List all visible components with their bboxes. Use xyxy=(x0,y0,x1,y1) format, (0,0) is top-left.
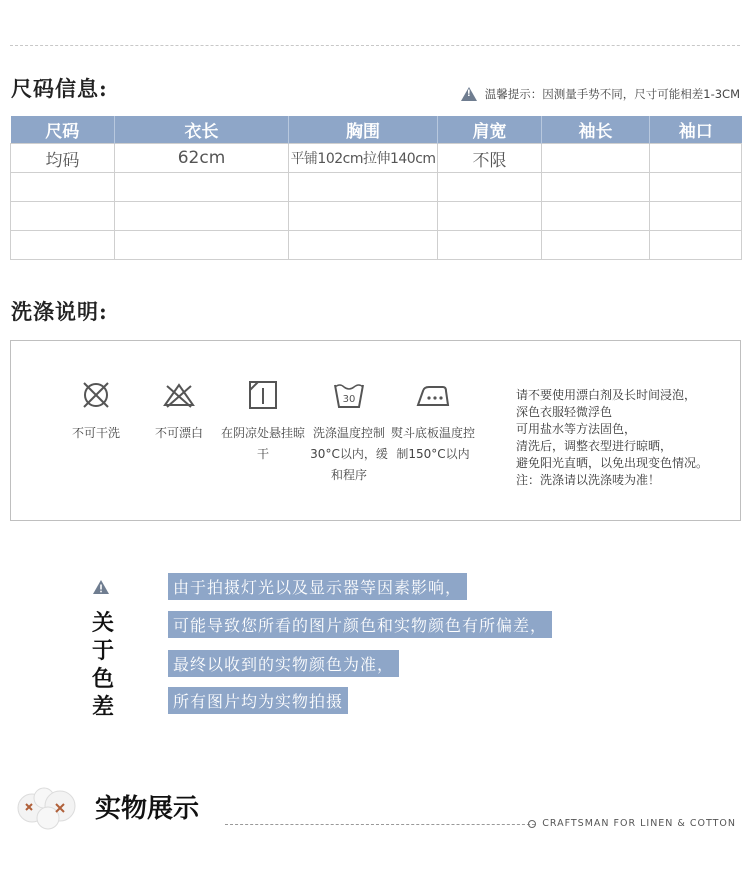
table-cell xyxy=(115,202,289,231)
table-cell xyxy=(650,173,742,202)
show-section-title: 实物展示 xyxy=(95,794,200,824)
table-cell: 62cm xyxy=(115,144,289,173)
table-cell xyxy=(11,231,115,260)
table-cell xyxy=(438,202,542,231)
table-cell xyxy=(542,144,650,173)
wash-instructions-box xyxy=(10,340,741,521)
brand-tagline xyxy=(528,818,736,829)
wash-section-title: 洗涤说明: xyxy=(11,299,108,324)
wash-label: 洗涤温度控制30°C以内，缓和程序 xyxy=(310,426,388,482)
brand-tagline-text: CRAFTSMAN FOR LINEN & COTTON xyxy=(542,818,736,829)
wash-note-line: 清洗后，调整衣型进行晾晒， xyxy=(516,439,673,453)
table-cell xyxy=(115,231,289,260)
table-cell: 均码 xyxy=(11,144,115,173)
table-cell xyxy=(542,231,650,260)
warning-icon xyxy=(461,87,477,101)
wash-item xyxy=(391,379,475,465)
column-header: 肩宽 xyxy=(438,116,542,144)
size-section-title: 尺码信息: xyxy=(11,76,108,101)
color-note-line: 最终以收到的实物颜色为准， xyxy=(168,650,399,677)
table-cell xyxy=(650,231,742,260)
color-difference-title: 关于色差 xyxy=(91,611,114,720)
table-cell: 平铺102cm拉伸140cm xyxy=(289,144,438,173)
size-table xyxy=(10,116,742,260)
no-dry-clean-icon xyxy=(80,379,112,411)
no-bleach-icon xyxy=(162,379,196,411)
wash-30-icon xyxy=(332,379,366,411)
column-header: 尺码 xyxy=(11,116,115,144)
color-note-line: 所有图片均为实物拍摄 xyxy=(168,687,348,714)
size-tip xyxy=(461,86,740,102)
table-row xyxy=(11,231,742,260)
table-cell xyxy=(289,202,438,231)
wash-note-line: 请不要使用漂白剂及长时间浸泡， xyxy=(516,388,697,402)
iron-icon xyxy=(415,379,451,411)
table-cell xyxy=(289,173,438,202)
table-cell xyxy=(542,202,650,231)
table-row xyxy=(11,173,742,202)
wash-temp-text: 30 xyxy=(342,394,356,405)
column-header: 胸围 xyxy=(289,116,438,144)
wash-label: 不可漂白 xyxy=(154,426,203,440)
line-dry-shade-icon xyxy=(247,379,279,411)
table-cell xyxy=(650,202,742,231)
table-cell xyxy=(115,173,289,202)
table-cell xyxy=(11,202,115,231)
wash-note-line: 注：洗涤请以洗涤唛为准！ xyxy=(516,473,661,487)
top-divider xyxy=(10,45,740,46)
table-cell xyxy=(289,231,438,260)
wash-notes xyxy=(516,387,708,489)
wash-label: 在阴凉处悬挂晾干 xyxy=(221,426,306,461)
wash-note-line: 可用盐水等方法固色， xyxy=(516,422,637,436)
wash-item xyxy=(221,379,305,465)
cotton-flower-icon xyxy=(14,786,84,832)
table-cell: 不限 xyxy=(438,144,542,173)
table-row xyxy=(11,144,742,173)
table-cell xyxy=(438,231,542,260)
color-note-line: 由于拍摄灯光以及显示器等因素影响， xyxy=(168,573,467,600)
column-header: 袖口 xyxy=(650,116,742,144)
size-tip-text: 温馨提示：因测量手势不同，尺寸可能相差1-3CM xyxy=(484,87,740,101)
table-cell xyxy=(438,173,542,202)
warning-icon xyxy=(93,580,109,594)
table-cell xyxy=(11,173,115,202)
circle-icon xyxy=(528,820,536,828)
wash-label: 熨斗底板温度控制150°C以内 xyxy=(391,426,476,461)
column-header: 袖长 xyxy=(542,116,650,144)
table-cell xyxy=(542,173,650,202)
wash-item xyxy=(144,379,214,444)
size-table-header xyxy=(11,116,742,144)
wash-item xyxy=(307,379,391,486)
table-row xyxy=(11,202,742,231)
table-cell xyxy=(650,144,742,173)
wash-label: 不可干洗 xyxy=(71,426,120,440)
wash-item xyxy=(61,379,131,444)
wash-note-line: 避免阳光直晒，以免出现变色情况。 xyxy=(516,456,709,470)
show-divider xyxy=(225,824,535,825)
color-note-line: 可能导致您所看的图片颜色和实物颜色有所偏差， xyxy=(168,611,552,638)
wash-note-line: 深色衣服轻微浮色 xyxy=(516,405,613,419)
column-header: 衣长 xyxy=(115,116,289,144)
